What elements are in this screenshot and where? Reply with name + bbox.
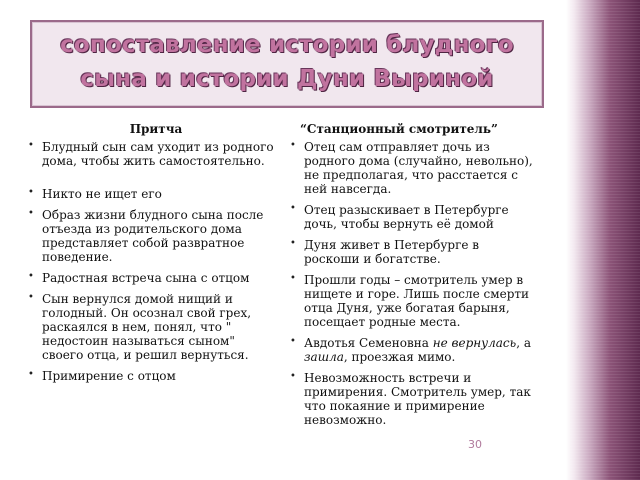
right-column-list <box>290 140 536 427</box>
bullet-icon: • <box>290 203 296 214</box>
list-item <box>290 203 536 231</box>
text-segment: , проезжая мимо. <box>343 350 456 364</box>
emphasis-text: не вернулась <box>432 336 517 350</box>
bullet-icon: • <box>28 187 34 198</box>
list-item <box>28 187 274 201</box>
bullet-icon: • <box>290 140 296 151</box>
left-column <box>28 122 274 390</box>
list-item <box>28 369 274 383</box>
bullet-icon: • <box>28 208 34 219</box>
list-item-text: Примирение с отцом <box>42 369 176 383</box>
left-column-heading: Притча <box>129 122 183 136</box>
list-item-text: Образ жизни блудного сына после отъезда из родительского дома представляет собой развратное поведение. <box>42 208 264 264</box>
text-segment: , а <box>516 336 531 350</box>
list-item-text: Радостная встреча сына с отцом <box>42 271 250 285</box>
bullet-icon: • <box>290 273 296 284</box>
list-item <box>28 208 274 264</box>
bullet-icon: • <box>28 369 34 380</box>
bullet-icon: • <box>290 238 296 249</box>
list-item-text: Отец сам отправляет дочь из родного дома (случайно, невольно), не предполагая, что расстается с ней навсегда. <box>304 140 533 196</box>
right-column-heading: “Станционный смотритель” <box>300 122 498 136</box>
bullet-icon: • <box>28 271 34 282</box>
bullet-icon: • <box>290 371 296 382</box>
page-number: 30 <box>468 438 482 451</box>
bullet-icon: • <box>290 336 296 347</box>
list-item <box>290 273 536 329</box>
list-item <box>290 140 536 196</box>
list-item-text: Невозможность встречи и примирения. Смотритель умер, так что покаяние и примирение невозможно. <box>304 371 531 427</box>
list-item-text: Отец разыскивает в Петербурге дочь, чтобы вернуть её домой <box>304 203 509 231</box>
list-item <box>28 271 274 285</box>
list-item <box>290 336 536 364</box>
list-item <box>28 292 274 362</box>
title-box <box>30 20 544 108</box>
decorative-side-stripe <box>566 0 640 480</box>
list-item-text: Никто не ищет его <box>42 187 162 201</box>
bullet-icon: • <box>28 292 34 303</box>
list-item-text: Прошли годы – смотритель умер в нищете и горе. Лишь после смерти отца Дуня, уже богатая барыня, посещает родные места. <box>304 273 530 329</box>
bullet-icon: • <box>28 140 34 151</box>
left-column-list <box>28 140 274 383</box>
list-item <box>28 140 274 168</box>
right-column <box>290 122 536 434</box>
list-item-text: Дуня живет в Петербурге в роскоши и богатстве. <box>304 238 480 266</box>
list-item-text <box>304 336 531 364</box>
text-segment: Авдотья Семеновна <box>304 336 433 350</box>
list-item <box>290 371 536 427</box>
emphasis-text: зашла <box>304 350 344 364</box>
list-item-text: Сын вернулся домой нищий и голодный. Он осознал свой грех, раскаялся в нем, понял, что " недостоин называться сыном" своего отца, и решил вернуться. <box>42 292 252 362</box>
list-item-text: Блудный сын сам уходит из родного дома, чтобы жить самостоятельно. <box>42 140 274 168</box>
list-item <box>290 238 536 266</box>
slide-title: сопоставление истории блудного сына и истории Дуни Выриной <box>60 32 514 92</box>
